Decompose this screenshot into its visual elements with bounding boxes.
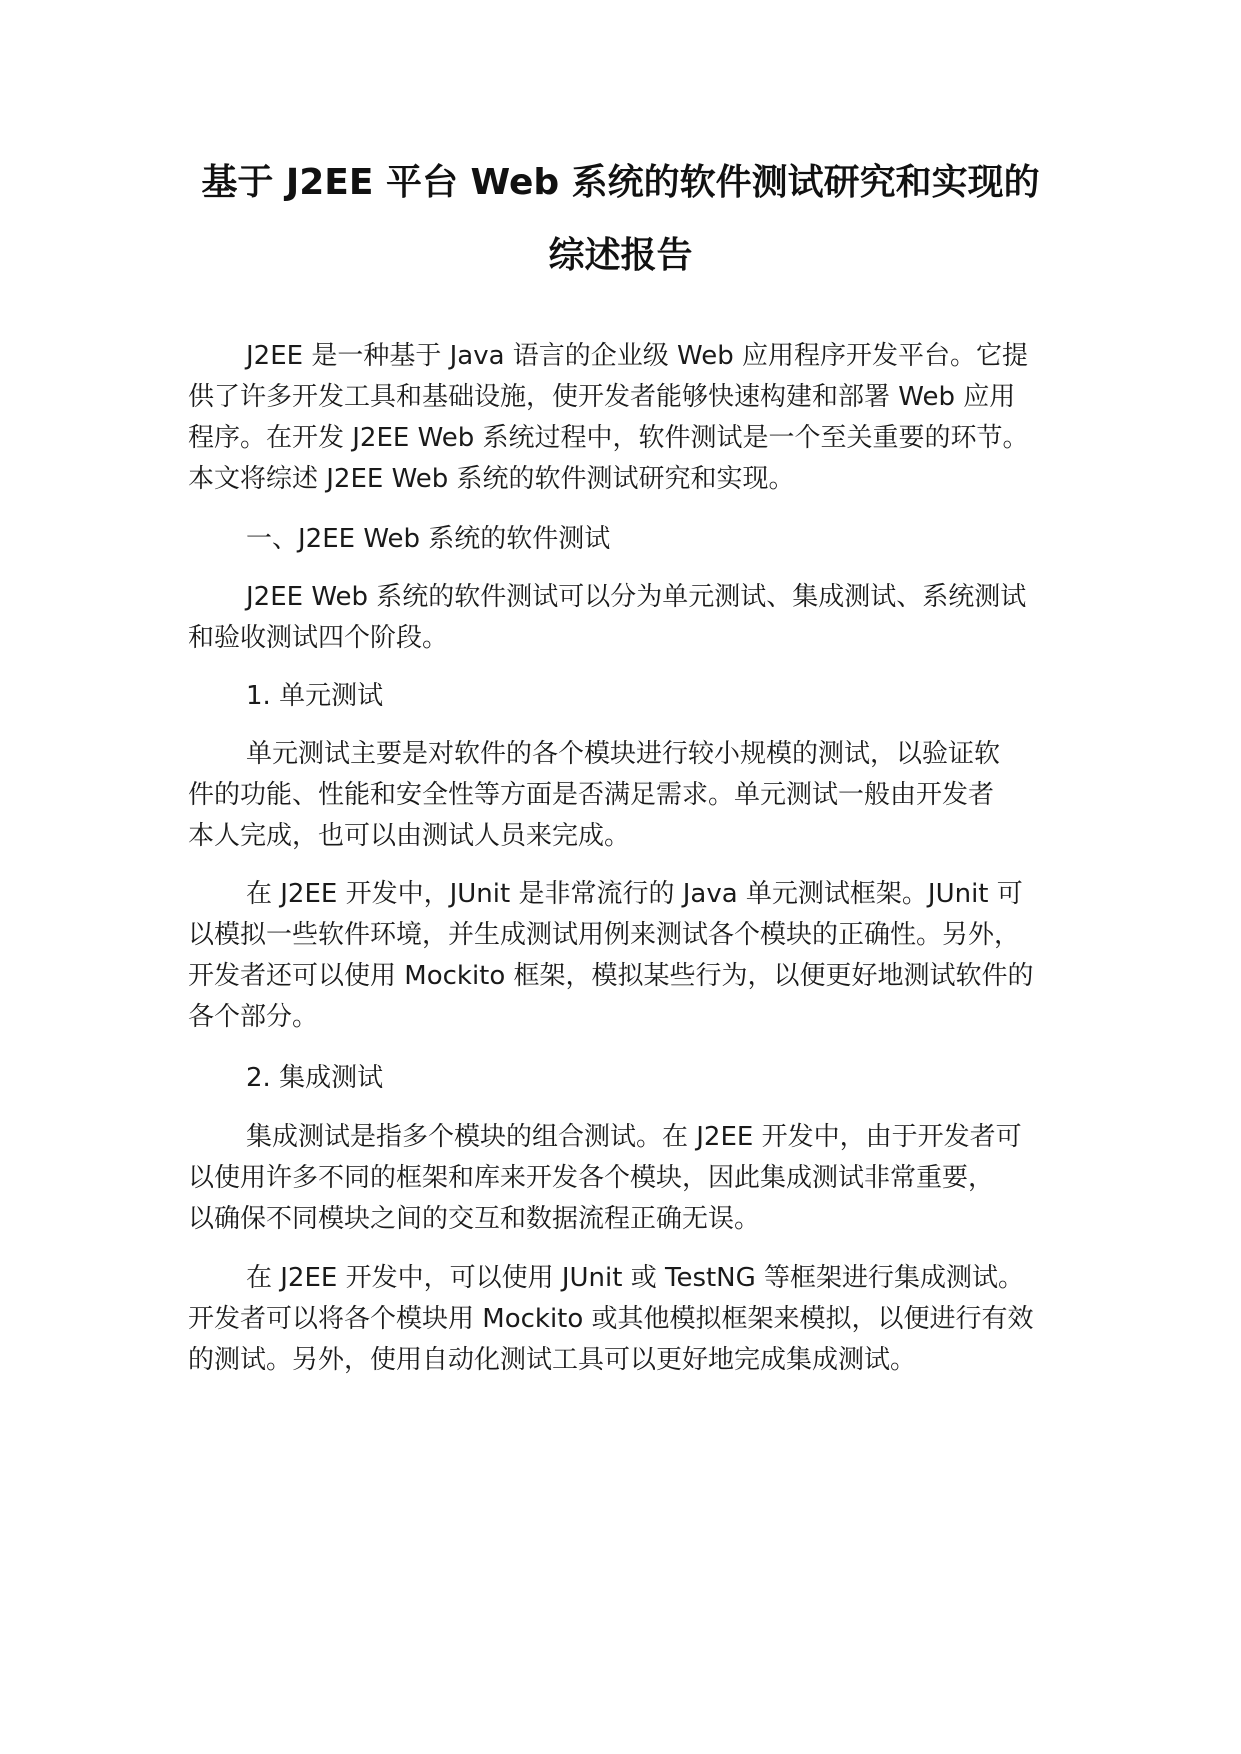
- paragraph-line: J2EE Web 系统的软件测试可以分为单元测试、集成测试、系统测试: [246, 582, 1027, 612]
- paragraph-line: 本人完成，也可以由测试人员来完成。: [188, 821, 631, 851]
- paragraph-line: 开发者还可以使用 Mockito 框架，模拟某些行为，以便更好地测试软件的: [188, 961, 1034, 991]
- subsection-heading: 1. 单元测试: [246, 681, 384, 711]
- document-title-line-1: 基于 J2EE 平台 Web 系统的软件测试研究和实现的: [201, 162, 1040, 203]
- paragraph-line: 以模拟一些软件环境，并生成测试用例来测试各个模块的正确性。另外，: [188, 920, 1021, 950]
- paragraph-line: 件的功能、性能和安全性等方面是否满足需求。单元测试一般由开发者: [188, 780, 995, 810]
- paragraph-line: 在 J2EE 开发中，可以使用 JUnit 或 TestNG 等框架进行集成测试。: [246, 1263, 1025, 1293]
- paragraph-line: 在 J2EE 开发中，JUnit 是非常流行的 Java 单元测试框架。JUnit 可: [246, 879, 1023, 909]
- paragraph-line: 供了许多开发工具和基础设施，使开发者能够快速构建和部署 Web 应用: [188, 382, 1016, 412]
- paragraph-line: 以确保不同模块之间的交互和数据流程正确无误。: [188, 1204, 761, 1234]
- paragraph-line: J2EE 是一种基于 Java 语言的企业级 Web 应用程序开发平台。它提: [246, 341, 1028, 371]
- paragraph-line: 本文将综述 J2EE Web 系统的软件测试研究和实现。: [188, 464, 795, 494]
- paragraph-line: 和验收测试四个阶段。: [188, 623, 449, 653]
- paragraph-line: 以使用许多不同的框架和库来开发各个模块，因此集成测试非常重要，: [188, 1163, 995, 1193]
- paragraph-line: 程序。在开发 J2EE Web 系统过程中，软件测试是一个至关重要的环节。: [188, 423, 1029, 453]
- section-heading: 一、J2EE Web 系统的软件测试: [246, 524, 611, 554]
- paragraph-line: 开发者可以将各个模块用 Mockito 或其他模拟框架来模拟，以便进行有效: [188, 1304, 1034, 1334]
- paragraph-line: 集成测试是指多个模块的组合测试。在 J2EE 开发中，由于开发者可: [246, 1122, 1022, 1152]
- paragraph-line: 单元测试主要是对软件的各个模块进行较小规模的测试，以验证软: [246, 739, 1001, 769]
- paragraph-line: 各个部分。: [188, 1002, 319, 1032]
- paragraph-line: 的测试。另外，使用自动化测试工具可以更好地完成集成测试。: [188, 1345, 917, 1375]
- subsection-heading: 2. 集成测试: [246, 1063, 384, 1093]
- document-title-line-2: 综述报告: [548, 235, 693, 276]
